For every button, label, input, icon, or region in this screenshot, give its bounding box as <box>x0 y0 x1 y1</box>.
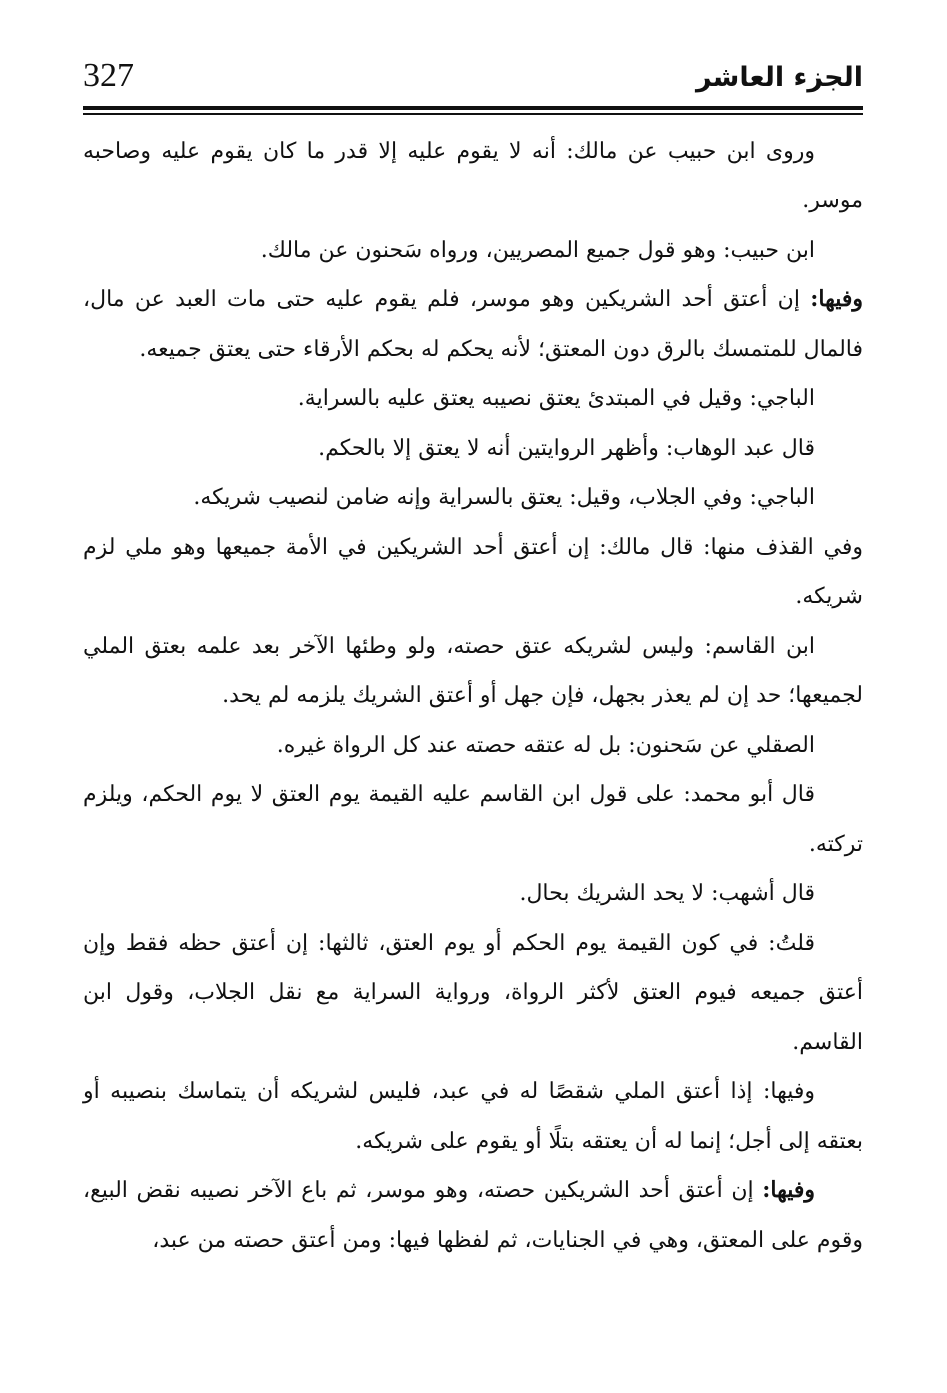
paragraph-lead: وفيها: <box>810 286 863 312</box>
paragraph <box>83 1166 863 1265</box>
paragraph-text: ابن حبيب: وهو قول جميع المصريين، ورواه سَحنون عن مالك. <box>260 237 815 263</box>
book-page <box>83 52 863 1265</box>
page-header <box>83 52 863 106</box>
paragraph-text: وروى ابن حبيب عن مالك: أنه لا يقوم عليه إلا قدر ما كان يقوم عليه وصاحبه موسر. <box>83 138 863 213</box>
paragraph <box>83 473 863 523</box>
paragraph <box>83 1067 863 1166</box>
paragraph-text: الباجي: وفي الجلاب، وقيل: يعتق بالسراية وإنه ضامن لنصيب شريكه. <box>193 485 815 510</box>
paragraph <box>83 226 863 276</box>
page-number: 327 <box>83 57 134 94</box>
paragraph-lead: وفيها: <box>762 1177 815 1203</box>
paragraph <box>83 523 863 622</box>
paragraph-text: قال أبو محمد: على قول ابن القاسم عليه القيمة يوم العتق لا يوم الحكم، ويلزم تركته. <box>83 782 863 857</box>
paragraph <box>83 869 863 919</box>
paragraph-text: قال عبد الوهاب: وأظهر الروايتين أنه لا يعتق إلا بالحكم. <box>318 435 815 461</box>
page-body <box>83 127 863 1266</box>
paragraph-text: الصقلي عن سَحنون: بل له عتقه حصته عند كل الرواة غيره. <box>276 732 815 758</box>
paragraph-text: وفيها: إذا أعتق الملي شقصًا له في عبد، فليس لشريكه أن يتماسك بنصيبه أو بعتقه إلى أجل؛ إنما له أن يعتقه بتلًا أو يقوم على شريكه. <box>83 1079 863 1154</box>
paragraph-text: ابن القاسم: وليس لشريكه عتق حصته، ولو وطئها الآخر بعد علمه بعتق الملي لجميعها؛ حد إن لم يعذر بجهل، فإن جهل أو أعتق الشريك يلزمه لم يحد. <box>83 633 863 708</box>
paragraph-text: إن أعتق أحد الشريكين حصته، وهو موسر، ثم باع الآخر نصيبه نقض البيع، وقوم على المعتق، وهي في الجنايات، ثم لفظها فيها: ومن أعتق حصته من عبد، <box>83 1178 863 1253</box>
paragraph <box>83 770 863 869</box>
paragraph-text: الباجي: وقيل في المبتدئ يعتق نصيبه يعتق عليه بالسراية. <box>297 386 815 411</box>
running-title: الجزء العاشر <box>696 62 863 93</box>
paragraph <box>83 622 863 721</box>
paragraph <box>83 374 863 424</box>
paragraph <box>83 721 863 771</box>
paragraph <box>83 919 863 1068</box>
paragraph-text: وفي القذف منها: قال مالك: إن أعتق أحد الشريكين في الأمة جميعها وهو ملي لزم شريكه. <box>83 534 863 609</box>
paragraph-text: قلتُ: في كون القيمة يوم الحكم أو يوم العتق، ثالثها: إن أعتق حظه فقط وإن أعتق جميعه فيوم العتق لأكثر الرواة، ورواية السراية مع نقل الجلاب، وقول ابن القاسم. <box>83 930 863 1055</box>
paragraph <box>83 127 863 226</box>
paragraph <box>83 275 863 374</box>
paragraph-text: إن أعتق أحد الشريكين وهو موسر، فلم يقوم عليه حتى مات العبد عن مال، فالمال للمتمسك بالرق دون المعتق؛ لأنه يحكم له بحكم الأرقاء حتى يعتق جميعه. <box>83 287 863 362</box>
paragraph-text: قال أشهب: لا يحد الشريك بحال. <box>519 881 815 906</box>
header-rule-thin <box>83 113 863 115</box>
header-rule-thick <box>83 106 863 110</box>
paragraph <box>83 424 863 474</box>
